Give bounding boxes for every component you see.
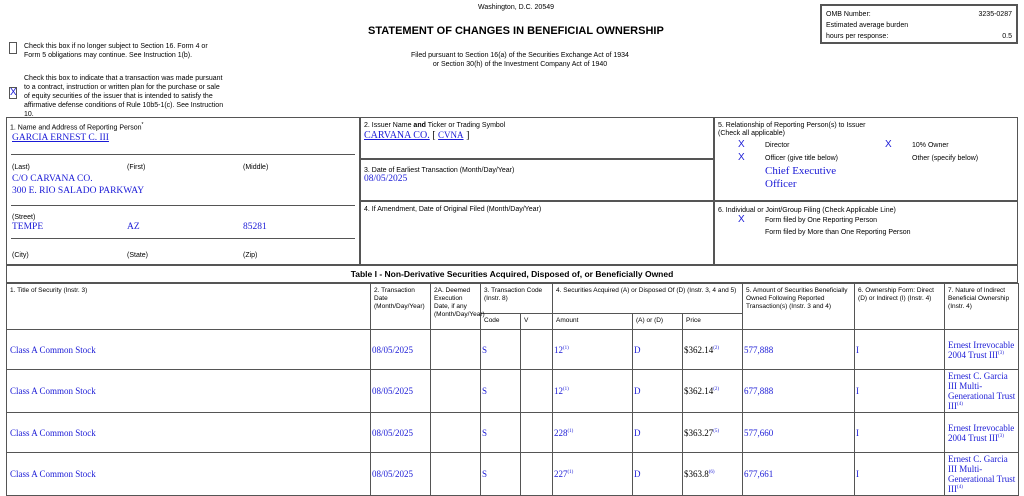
ten-percent-label: 10% Owner	[912, 142, 949, 149]
row-code: S	[481, 413, 521, 453]
row-price: $363.27$^{(5)}$	[683, 413, 743, 453]
row-amount: 228$^{(1)}$	[553, 413, 633, 453]
city-value: TEMPE	[12, 222, 44, 232]
box5-label-1: 5. Relationship of Reporting Person(s) to Issuer	[718, 122, 866, 129]
omb-number-label: OMB Number:	[826, 11, 871, 18]
row-price: $362.14$^{(2)}$	[683, 330, 743, 370]
other-label: Other (specify below)	[912, 155, 979, 162]
row-ad: D	[633, 330, 683, 370]
one-person-label: Form filed by One Reporting Person	[765, 217, 878, 224]
row-deemed	[431, 370, 481, 413]
box4-amendment	[360, 201, 714, 265]
table-row	[7, 330, 1019, 370]
row-title: Class A Common Stock	[7, 453, 371, 496]
row-nature: Ernest C. Garcia III Multi-Generational Trust III$^{(4)}$	[945, 453, 1019, 496]
filed-line-2: or Section 30(h) of the Investment Company Act of 1940	[432, 61, 608, 68]
box2-issuer	[360, 117, 714, 159]
col-form-header: 6. Ownership Form: Direct (D) or Indirect (I) (Instr. 4)	[855, 284, 945, 330]
row-deemed	[431, 453, 481, 496]
last-label: (Last)	[12, 164, 30, 171]
director-mark: X	[738, 139, 745, 150]
location: Washington, D.C. 20549	[478, 4, 555, 11]
row-price: $363.8$^{(6)}$	[683, 453, 743, 496]
address-line-1: C/O CARVANA CO.	[12, 174, 93, 184]
row-form: I	[855, 330, 945, 370]
reporting-person-name-link[interactable]: GARCIA ERNEST C. III	[12, 133, 109, 143]
row-date: 08/05/2025	[371, 453, 431, 496]
row-nature: Ernest Irrevocable 2004 Trust III$^{(3)}$	[945, 413, 1019, 453]
row-code: S	[481, 453, 521, 496]
more-person-label: Form filed by More than One Reporting Person	[765, 229, 911, 236]
row-title: Class A Common Stock	[7, 330, 371, 370]
row-form: I	[855, 413, 945, 453]
row-form: I	[855, 370, 945, 413]
zip-value: 85281	[243, 222, 267, 232]
row-deemed	[431, 330, 481, 370]
col-title-header: 1. Title of Security (Instr. 3)	[7, 284, 371, 330]
street-label: (Street)	[12, 214, 36, 221]
officer-mark: X	[738, 152, 745, 163]
row-v	[521, 453, 553, 496]
box6-label: 6. Individual or Joint/Group Filing (Check Applicable Line)	[718, 207, 896, 214]
omb-hours-value: 0.5	[1002, 33, 1012, 40]
row-price: $362.14$^{(2)}$	[683, 370, 743, 413]
earliest-date: 08/05/2025	[364, 174, 408, 184]
sub-code: Code	[481, 314, 521, 330]
table-row	[7, 413, 1019, 453]
omb-box	[820, 4, 1018, 44]
table1	[6, 283, 1019, 496]
row-ad: D	[633, 370, 683, 413]
officer-title-2: Officer	[765, 178, 797, 190]
table-row	[7, 370, 1019, 413]
box5-relationship	[714, 117, 1018, 201]
row-owned: 577,888	[743, 330, 855, 370]
director-label: Director	[765, 142, 790, 149]
omb-number-value: 3235-0287	[978, 11, 1012, 18]
ticker-link[interactable]: CVNA	[438, 130, 464, 140]
issuer-line: CARVANA CO. [ CVNA ]	[364, 130, 470, 141]
row-date: 08/05/2025	[371, 330, 431, 370]
box6-filing	[714, 201, 1018, 265]
first-label: (First)	[127, 164, 146, 171]
plan-text: Check this box to indicate that a transaction was made pursuant to a contract, instruction or written plan for the purchase or sale of equity securities of the issuer that is intended to satisfy the affirmative defense conditions of Rule 10b5-1(c). See Instruction 10.	[24, 75, 224, 118]
section16-checkbox[interactable]	[9, 42, 17, 54]
row-v	[521, 330, 553, 370]
col-owned-header: 5. Amount of Securities Beneficially Owned Following Reported Transaction(s) (Instr. 3 and 4)	[743, 284, 855, 330]
officer-title-1: Chief Executive	[765, 165, 837, 177]
sub-amount: Amount	[553, 314, 633, 330]
box2-label: 2. Issuer Name and Ticker or Trading Symbol	[364, 122, 506, 129]
row-ad: D	[633, 453, 683, 496]
sub-ad: (A) or (D)	[633, 314, 683, 330]
plan-checkbox[interactable]	[9, 87, 17, 99]
row-date: 08/05/2025	[371, 413, 431, 453]
table-row	[7, 453, 1019, 496]
sub-price: Price	[683, 314, 743, 330]
plan-check-mark: X	[10, 87, 17, 98]
ten-percent-mark: X	[885, 139, 892, 150]
row-ad: D	[633, 413, 683, 453]
city-label: (City)	[12, 252, 29, 259]
row-nature: Ernest Irrevocable 2004 Trust III$^{(3)}$	[945, 330, 1019, 370]
row-title: Class A Common Stock	[7, 370, 371, 413]
state-value: AZ	[127, 222, 140, 232]
row-code: S	[481, 330, 521, 370]
box3-label: 3. Date of Earliest Transaction (Month/Day/Year)	[364, 167, 515, 174]
box5-label-2: (Check all applicable)	[718, 130, 785, 137]
row-date: 08/05/2025	[371, 370, 431, 413]
omb-hours-label: hours per response:	[826, 33, 889, 40]
row-amount: 12$^{(1)}$	[553, 370, 633, 413]
box1-reporting-person	[6, 117, 360, 265]
row-nature: Ernest C. Garcia III Multi-Generational Trust III$^{(4)}$	[945, 370, 1019, 413]
row-form: I	[855, 453, 945, 496]
section16-text: Check this box if no longer subject to Section 16. Form 4 or Form 5 obligations may continue. See Instruction 1(b).	[24, 43, 208, 59]
row-owned: 677,661	[743, 453, 855, 496]
omb-burden-label: Estimated average burden	[826, 22, 909, 29]
officer-label: Officer (give title below)	[765, 155, 839, 162]
address-line-2: 300 E. RIO SALADO PARKWAY	[12, 186, 145, 196]
row-owned: 677,888	[743, 370, 855, 413]
row-v	[521, 413, 553, 453]
page-title: STATEMENT OF CHANGES IN BENEFICIAL OWNERSHIP	[368, 25, 664, 37]
row-v	[521, 370, 553, 413]
box1-label: 1. Name and Address of Reporting Person*	[10, 122, 144, 132]
col-nature-header: 7. Nature of Indirect Beneficial Ownership (Instr. 4)	[945, 284, 1019, 330]
filed-line-1: Filed pursuant to Section 16(a) of the Securities Exchange Act of 1934	[411, 52, 629, 59]
row-title: Class A Common Stock	[7, 413, 371, 453]
col-securities-header: 4. Securities Acquired (A) or Disposed Of (D) (Instr. 3, 4 and 5)	[553, 284, 743, 314]
box3-earliest-date	[360, 159, 714, 201]
sub-v: V	[521, 314, 553, 330]
one-person-mark: X	[738, 214, 745, 225]
row-code: S	[481, 370, 521, 413]
col-date-header: 2. Transaction Date (Month/Day/Year)	[371, 284, 431, 330]
table1-title: Table I - Non-Derivative Securities Acquired, Disposed of, or Beneficially Owned	[6, 265, 1018, 283]
issuer-name-link[interactable]: CARVANA CO.	[364, 130, 430, 141]
middle-label: (Middle)	[243, 164, 269, 171]
zip-label: (Zip)	[243, 252, 258, 259]
col-deemed-header: 2A. Deemed Execution Date, if any (Month/Day/Year)	[431, 284, 481, 330]
state-label: (State)	[127, 252, 149, 259]
box4-label: 4. If Amendment, Date of Original Filed (Month/Day/Year)	[364, 206, 542, 213]
row-amount: 227$^{(1)}$	[553, 453, 633, 496]
row-deemed	[431, 413, 481, 453]
row-owned: 577,660	[743, 413, 855, 453]
row-amount: 12$^{(1)}$	[553, 330, 633, 370]
col-code-header: 3. Transaction Code (Instr. 8)	[481, 284, 553, 314]
